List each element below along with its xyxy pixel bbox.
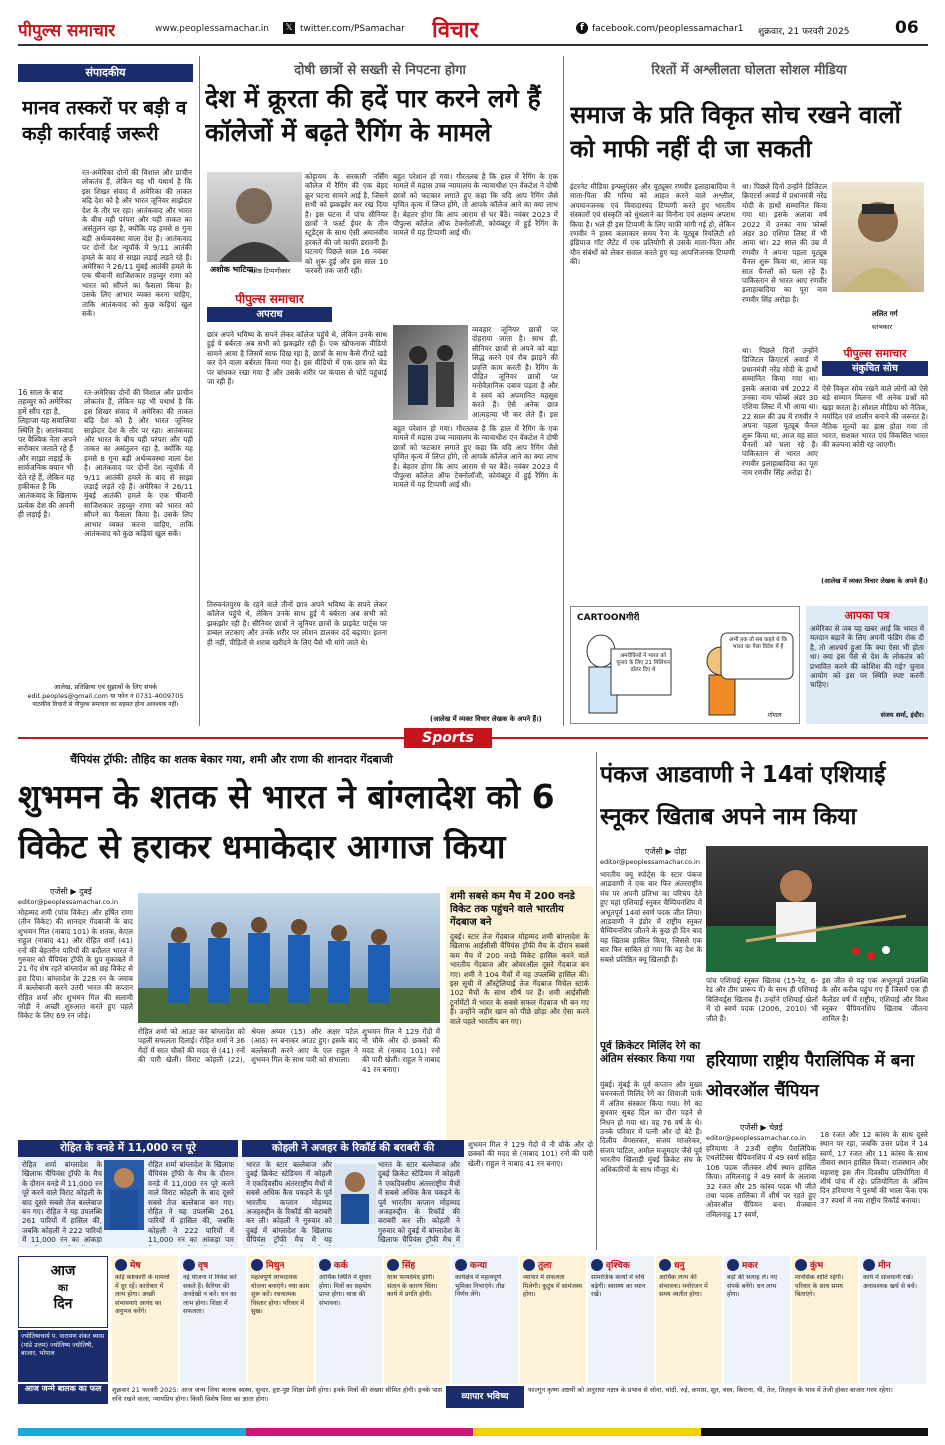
ragging-kicker: दोषी छात्रों से सख्ती से निपटना होगा — [294, 63, 466, 78]
media-kicker: रिश्तों में अश्लीलता घोलता सोशल मीडिया — [651, 63, 847, 78]
zodiac-icon — [795, 1259, 807, 1271]
media-headline: समाज के प्रति विकृत सोच रखने वालों को माफी नहीं दी जा सकती — [570, 101, 901, 163]
milind-body: मुंबई। मुंबई के पूर्व कप्तान और मुख्य चयनकर्ता मिलिंद रेगे का शिवाजी पार्क में अंतिम संस्कार किया गया। रेगे का बुधवार सुबह दिल का दौरा पड़ने से निधन हो गया था। वह 76 वर्ष के थे। उनके परिवार में पत्नी और दो बेटे हैं। दिलीप वेंगसरकर, संजय मांजरेकर, संजय पाटिल, अमोल मजूमदार जैसे पूर्व भारतीय खिलाड़ी मुंबई क्रिकेट संघ के अधिकारियों के साथ मौजूद थे। — [600, 1080, 702, 1174]
media-col2: था। पिछले दिनों उन्होंने डिजिटल क्रिएटर्स अवार्ड में प्रधानमंत्री नरेंद्र मोदी के हाथों सम्मानित किया गया था। इसके अलावा वर्ष 2022 में उनका नाम फोर्ब्स अंडर 30 एशिया लिस्ट में भी आया था। 22 साल की उम्र में रणवीर ने अपना पहला यूट्यूब चैनल शुरू किया था, आज यह सात चैनलों को चला रहे हैं। पाकिस्तान से भारत आए रणवीर इलाहाबादिया का पूरा नाम रणवीर सिंह अरोड़ा है। — [742, 182, 827, 304]
player-photo-icon — [334, 1164, 376, 1224]
zodiac-icon — [659, 1259, 671, 1271]
sign-name: मिथुन — [266, 1261, 285, 1271]
page-number: 06 — [895, 18, 919, 38]
sign-cell — [588, 1256, 654, 1384]
zodiac-icon — [183, 1259, 195, 1271]
sign-cell — [792, 1256, 858, 1384]
sign-name: मकर — [742, 1261, 758, 1271]
rohit-body: रोहित शर्मा बांग्लादेश के खिलाफ चैंपियंस ट्रॉफी के मैच के दौरान वनडे में 11,000 रन पूरे करने वाले विराट कोहली के बाद दूसरे सबसे तेज बल्लेबाज बन गए। रोहित ने यह उपलब्धि 261 पारियों में हासिल की, जबकि कोहली ने 222 पारियों में 11,000 रन का आंकड़ा — [22, 1160, 102, 1245]
sign-name: कन्या — [470, 1261, 488, 1271]
sign-text: सामाजिक कार्यों में रुचि बढ़ेगी। स्वास्थ्य का ध्यान रखें। — [591, 1274, 646, 1298]
section-title: विचार — [432, 18, 479, 43]
column-divider-3 — [596, 752, 597, 1250]
cricket-col3: शुभमन गिल ने 129 गेंदों में नौ चौके और दो छक्कों की मदद से (नाबाद 101) रनों की पारी खेली। राहुल ने नाबाद 41 रन बनाए। — [362, 1027, 440, 1074]
tag-narrow-thinking: संकुचित सोच — [822, 361, 928, 376]
advani-caption: पांच एशियाई स्नूकर खिताब (15-रेड, 6-रेड और टीम प्रारूप में) के साथ ही एशियाई बिलियर्ड्स खिताब हैं। उन्होंने एशियाई खेलों में दो स्वर्ण पदक (2006, 2010) भी जीते हैं। — [706, 976, 818, 1023]
sign-text: नई योजना में निवेश करें सकते हैं। कैरियर की अनदेखी न करें। धन का लाभ होगा। शिक्षा में सफलता। — [183, 1274, 237, 1315]
cricket-email[interactable]: editor@peoplessamachar.co.in — [18, 898, 118, 906]
ragging-endnote: (आलेख में व्यक्त विचार लेखक के अपने हैं।) — [430, 715, 542, 723]
cricket-kicker: चैंपियंस ट्रॉफी: तौहिद का शतक बेकार गया, शमी और राणा की शानदार गेंदबाजी — [70, 753, 393, 766]
registration-strip — [18, 1428, 928, 1436]
facebook-handle[interactable]: facebook.com/peoplessamachar1 — [592, 24, 744, 34]
columnist-role: स्तंभकार — [872, 323, 893, 331]
sign-cell — [248, 1256, 314, 1384]
tag-brand: पीपुल्स समाचार — [843, 347, 907, 360]
rohit-body-cont: रोहित शर्मा बांग्लादेश के खिलाफ चैंपियंस ट्रॉफी के मैच के दौरान वनडे में 11,000 रन पूरे करने वाले विराट कोहली के बाद दूसरे सबसे तेज बल्लेबाज बन गए। रोहित ने यह उपलब्धि 261 पारियों में हासिल की, जबकि कोहली ने 222 पारियों में 11,000 रन का आंकड़ा पार — [148, 1160, 234, 1245]
sign-text: आर्थिक लाभ की संभावना। मनोरंजन में समय व्यतीत होगा। — [659, 1274, 708, 1298]
ragging-col1b: छात्र अपने भविष्य के सपने लेकर कॉलेज पहुंचे थे, लेकिन उनके साथ हुई ये बर्बरता अब सभी को झकझोर रही है। एक खौफनाक वीडियो सामने आया है जिसमें साफ दिख रहा है, छात्रों के साथ कैसे रौंगटे खड़े कर देने वाला बर्बरता किया गया है। इस वीडियो में एक छात्र को बेड पर बांधकर रखा गया है और उसके शरीर पर कंपास से चोटें पहुंचाई जा रही हैं। — [207, 330, 387, 387]
kohli-body: भारत के स्टार बल्लेबाज और दुबई क्रिकेट स्टेडियम में कोहली ने एकदिवसीय अंतरराष्ट्रीय मैचों में सबसे अधिक कैच पकड़ने के पूर्व भारतीय कप्तान मोहम्मद अजहरुद्दीन के रिकॉर्ड की बराबरी कर ली। कोहली ने गुरुवार को दुबई में बांग्लादेश के खिलाफ चैंपियंस ट्रॉफी मैच में यह — [246, 1160, 332, 1245]
cartoon-box — [570, 606, 800, 724]
editorial-sidebar-text: 16 साल के बाद तहव्वुर को अमेरिका हमें सौंप रहा है, लिहाजा यह सवालिया स्थिति है। आतंकवाद पर वैश्विक नेता अपने सरोकार जताते रहे हैं और साझा लड़ाई के सार्वजनिक बयान भी देते रहे हैं, लेकिन यह हकीकत है कि आतंकवाद के खिलाफ प्रत्येक देश की अपनी ही लड़ाई है। — [18, 388, 78, 520]
cricket-col1: मोहम्मद शमी (पांच विकेट) और हर्षित राणा (तीन विकेट) की शानदार गेंदबाजी के बाद शुभमन गिल (नाबाद 101) के शतक, केएल राहुल (नाबाद 41) और रोहित शर्मा (41) रनों की बेहतरीन पारियों की बदौलत भारत ने गुरुवार को चैंपियंस ट्रॉफी के ग्रुप मुकाबले में 21 गेंद शेष रहते बांग्लादेश को छह विकेट से हरा दिया। बांग्लादेश के 228 रन के जवाब में बल्लेबाजी करने उतरी भारत की कप्तान रोहित शर्मा और शुभमन गिल की सलामी जोड़ी ने अच्छी शुरुआत करते हुए पहले विकेट के लिए 69 रन जोड़े। — [18, 908, 133, 1021]
sign-text: कार्य में सावधानी रखें। अनावश्यक खर्च से बचें। — [863, 1274, 917, 1290]
sign-cell — [860, 1256, 926, 1384]
twitter-icon: 𝕏 — [283, 22, 295, 34]
editorial-body: रत-अमेरिका दोनों की विशाल और प्राचीन लोकतंत्र हैं, लेकिन यह भी यथार्थ है कि इस शिखर संवाद में अमेरिका की ताकत बढ़ि देश को है और भारत जूनियर साझेदार देश के तौर पर रहा। आतंकवाद और भारत के बीच यही परंपरा और यही ताकत का असंतुलन रहा है, क्योंकि यह हमसे 8 गुना बड़ी अर्थव्यवस्था वाला देश है। आतंकवाद पर दोनों देश न्यूयॉर्क में 9/11 आतंकी हमले के बाद से साझा लड़ाई लड़ते रहे हैं। अमेरिका ने 26/11 मुंबई आतंकी हमले के एक षीवानी साजिशकार तहव्वुर राणा को भारत को सौंपने का फैसला किया है। उसके लिए आभार व्यक्त करना चाहिए, ताकि आतंकवाद को कुछ कड़ियां खुल सकें। — [82, 168, 192, 319]
cricket-headline: शुभमन के शतक से भारत ने बांग्लादेश को 6 विकेट से हराकर धमाकेदार आगाज किया — [18, 777, 555, 866]
cartoon-speech-bubble: अभी तक तो सब कहते थे कि भारत का पैसा विदेश में है — [728, 637, 788, 650]
cricket-team-photo-icon — [138, 893, 440, 1023]
masthead — [0, 0, 945, 46]
cricket-col3b: शुभमन गिल ने 129 गेंदों में नौ चौके और दो छक्कों की मदद से (नाबाद 101) रनों की पारी खेली। राहुल ने नाबाद 41 रन बनाए। — [468, 1140, 593, 1168]
columnist-name: ललित गर्ग — [872, 310, 898, 318]
sign-name: मीन — [878, 1261, 891, 1271]
facebook-icon: f — [576, 22, 588, 34]
sign-cell — [112, 1256, 178, 1384]
ragging-col1: कोट्टायम के सरकारी नर्सिंग कॉलेज में रैगिंग की एक बेहद क्रूर घटना सामने आई है, जिसने सभी को झकझोर कर रख दिया है। इस घटना में पांच सीनियर छात्रों ने फर्स्ट ईयर के तीन स्टूडेंट्स के साथ ऐसी अमानवीय हरकतें की जो काफी डरावनी हैं। घटनाएं पिछले साल 16 नवंबर को शुरू हुई और इस साल 10 फरवरी तक जारी रही। — [305, 172, 388, 276]
snooker-photo-icon — [706, 846, 928, 972]
media-col1: इंटरनेट मीडिया इन्फ्लुएंसर और यूट्यूबर रणवीर इलाहाबादिया ने माता-पिता की गरिमा को आहत करने वाले अश्लील, अपमानजनक एवं विवादास्पद टिप्पणी करते हुए भारतीय संस्कारों एवं संस्कृति को धुंधलाने का विनौना एवं अक्षम्य अपराध किया है। भले ही इस टिप्पणी के लिए माफी मांगी गई हो, लेकिन रणवीर ने हास्य कलाकार समय रैना के यूट्यूब रियलिटी शो इंडियाज गॉट लैटेंट में एक प्रतियोगी से उसके माता-पिता और यौन संबंधों को लेकर सवाल करते हुए यह आपत्तिजनक टिप्पणी की। — [570, 182, 735, 267]
ragging-col2: तिरुवनंतपुरम के रहने वाले तीनों छात्र अपने भविष्य के सपने लेकर कॉलेज पहुंचे थे, लेकिन उनके साथ हुई ये बर्बरता अब सभी को झकझोर रही है। सीनियर छात्रों ने जूनियर छात्रों के प्राइवेट पार्ट्स पर डम्बल लटकाए और उनके शरीर पर लोशन डालकर दर्द बढ़ाया। इतना ही नहीं, पीड़ितों से शराब खरीदने के लिए पैसे भी मांगे जाते थे। — [207, 600, 387, 647]
zodiac-icon — [591, 1259, 603, 1271]
media-col2b: था। पिछले दिनों उन्होंने डिजिटल क्रिएटर्स अवार्ड में प्रधानमंत्री नरेंद्र मोदी के हाथों सम्मानित किया गया था। इसके अलावा वर्ष 2022 में उनका नाम फोर्ब्स अंडर 30 एशिया लिस्ट में भी आया था। 22 साल की उम्र में रणवीर ने अपना पहला यूट्यूब चैनल शुरू किया था, आज यह सात चैनलों को चला रहे हैं। पाकिस्तान से भारत आए रणवीर इलाहाबादिया का पूरा नाम रणवीर सिंह अरोड़ा है। — [742, 346, 818, 478]
ragging-brand-tag — [207, 290, 332, 326]
zodiac-icon — [455, 1259, 467, 1271]
kohli-title: कोहली ने अजहर के रिकॉर्ड की बराबरी की — [242, 1140, 464, 1157]
sign-name: कर्क — [334, 1261, 348, 1271]
rohit-box — [18, 1140, 238, 1248]
sign-name: सिंह — [402, 1261, 416, 1271]
sign-cell — [656, 1256, 722, 1384]
shami-title: शमी सबसे कम मैच में 200 वनडे विकेट तक पहुंचने वाले भारतीय गेंदबाज बने — [450, 891, 575, 928]
haryana-headline: हरियाणा राष्ट्रीय पैरालिंपिक में बना ओवरऑल चैंपियन — [706, 1051, 915, 1101]
zodiac-icon — [863, 1259, 875, 1271]
author-photo — [207, 172, 302, 262]
birthday-label: आज जन्मे बालक का फल — [18, 1384, 108, 1404]
zodiac-icon — [523, 1259, 535, 1271]
horoscope-title-3: दिन — [53, 1296, 73, 1312]
birthday-text: शुक्रवार 21 फरवरी 2025: आज जन्म लिया बालक स्वस्थ, सुन्दर, हृष्ट-पुष्ट शिक्षा प्रेमी होगा। इनके मित्रों की संख्या सीमित होगी। इनके पास रुचि रखने वाला, न्यायप्रिय होगा। किसी विशेष विधा का ज्ञाता होगा। — [112, 1386, 442, 1403]
kohli-body-cont: भारत के स्टार बल्लेबाज और दुबई क्रिकेट स्टेडियम में कोहली ने एकदिवसीय अंतरराष्ट्रीय मैचों में सबसे अधिक कैच पकड़ने के पूर्व भारतीय कप्तान मोहम्मद अजहरुद्दीन के रिकॉर्ड की बराबरी कर ली। कोहली ने गुरुवार को दुबई में बांग्लादेश के खिलाफ चैंपियंस ट्रॉफी मैच में — [378, 1160, 460, 1245]
sign-cell — [724, 1256, 790, 1384]
ragging-col3: बहुत परेशान हो गया। गौरतलब है कि हाल में रैगिंग के एक मामले में मद्रास उच्च न्यायालय के न्यायाधीश एन वेंकटेश ने दोषी छात्रों को फटकार लगाते हुए कहा कि यदि आप रैगिंग जैसे घृणित कृत्य में लिप्त होंगे, तो आपके कॉलेज आने का क्या लाभ है। बेहतर होगा कि आप आराम से घर बैठें। नवंबर 2023 में पीपुल्स कॉलेज ऑफ टेक्नोलॉजी, कोयंबटूर में हुई रैगिंग के मामले में यह टिप्पणी आई थी। — [393, 172, 558, 238]
horoscope-title-1: आज — [50, 1263, 76, 1279]
brand-logo: पीपुल्स समाचार — [18, 21, 116, 41]
horoscope-strip — [18, 1256, 928, 1426]
sign-grid — [112, 1256, 928, 1384]
cartoon-paper-text: अमरीकियों ने भारत को चुनाव के लिए 21 मिलियन डॉलर दिए थे — [616, 653, 670, 673]
player-photo-icon — [104, 1160, 144, 1230]
advani-col-right: इस जीत से यह एक अभूतपूर्व उपलब्धि के और करीब पहुंच गए हैं जिसमें एक ही कैलेंडर वर्ष में राष्ट्रीय, एशियाई और विश्व स्नूकर चैंपियनशिप खिताब जीतना शामिल है। — [822, 976, 928, 1023]
sign-text: व्यापार में सफलता मिलेगी। कुटुंब में सामंजस्य होगा। — [523, 1274, 583, 1298]
sign-name: वृश्चिक — [606, 1261, 630, 1271]
ragging-col3c: बहुत परेशान हो गया। गौरतलब है कि हाल में रैगिंग के एक मामले में मद्रास उच्च न्यायालय के न्यायाधीश एन वेंकटेश ने दोषी छात्रों को फटकार लगाते हुए कहा कि यदि आप रैगिंग जैसे घृणित कृत्य में लिप्त होंगे, तो आपके कॉलेज आने का क्या लाभ है। बेहतर होगा कि आप आराम से घर बैठें। नवंबर 2023 में पीपुल्स कॉलेज ऑफ टेक्नोलॉजी, कोयंबटूर में हुई रैगिंग के मामले में यह टिप्पणी आई थी। — [393, 424, 558, 490]
sign-name: मेष — [130, 1261, 141, 1271]
tag-brand: पीपुल्स समाचार — [235, 292, 304, 306]
zodiac-icon — [319, 1259, 331, 1271]
letters-box — [806, 606, 928, 724]
sign-cell — [384, 1256, 450, 1384]
editorial-body-cont: रत-अमेरिका दोनों की विशाल और प्राचीन लोकतंत्र हैं, लेकिन यह भी यथार्थ है कि इस शिखर संवाद में अमेरिका की ताकत बढ़ि देश को है और भारत जूनियर साझेदार देश के तौर पर रहा। आतंकवाद और भारत के बीच यही परंपरा और यही ताकत का असंतुलन रहा है, क्योंकि यह हमसे 8 गुना बड़ी अर्थव्यवस्था वाला देश है। आतंकवाद पर दोनों देश न्यूयॉर्क में 9/11 आतंकी हमले के बाद से साझा लड़ाई लड़ते रहे हैं। अमेरिका ने 26/11 मुंबई आतंकी हमले के एक षीवानी साजिशकार तहव्वुर राणा को भारत को सौंपने का फैसला किया है। उसके लिए आभार व्यक्त करना चाहिए, ताकि आतंकवाद को कुछ कड़ियां खुल सकें। — [84, 388, 193, 539]
column-divider-1 — [199, 56, 200, 726]
ragging-photo — [393, 325, 468, 420]
students-photo-icon — [393, 325, 468, 420]
advani-headline: पंकज आडवाणी ने 14वां एशियाई स्नूकर खिताब अपने नाम किया — [600, 762, 886, 830]
footer-contact-email[interactable]: edit.peoples@gmail.com या फोन नं 0731-4009705 — [27, 692, 184, 700]
cricket-team-photo — [138, 893, 440, 1023]
sports-banner: Sports — [404, 728, 492, 748]
milind-headline: पूर्व क्रिकेटर मिलिंद रेगे का अंतिम संस्कार किया गया — [600, 1040, 701, 1065]
sign-text: कोई कष्टकारी के मामलों में दूर रहें। कारोबार में लाभ होगा। अच्छी संभावनाएं आनंद का अनुभव करेंगे। — [115, 1274, 170, 1315]
author-name: अशोक भाटिया, — [210, 265, 257, 274]
editorial-footer — [18, 682, 193, 722]
media-endnote: (आलेख में व्यक्त विचार लेखक के अपने हैं।) — [821, 577, 928, 585]
columnist-photo — [832, 182, 924, 292]
author-role: वरिष्ठ टिप्पणीकार — [250, 267, 291, 275]
sign-text: आर्थिक स्थिति में सुधार होगा। मित्रों का सहयोग प्राप्त होगा। यात्रा की संभावना। — [319, 1274, 372, 1307]
sign-cell — [452, 1256, 518, 1384]
website-text[interactable]: www.peoplessamachar.in — [155, 24, 269, 34]
zodiac-icon — [115, 1259, 127, 1271]
media-brand-tag — [822, 346, 928, 380]
advani-photo — [706, 846, 928, 972]
kohli-box — [242, 1140, 464, 1248]
zodiac-icon — [387, 1259, 399, 1271]
shami-body: दुबई। स्टार तेज गेंदबाज मोहम्मद शमी बांग्लादेश के खिलाफ आईसीसी चैंपियंस ट्रॉफी मैच के दौरान सबसे कम मैच में 200 वनडे विकेट हासिल करने वाले भारतीय गेंदबाज और ओवरऑल दूसरे गेंदबाज बन गए। शमी ने 104 मैचों में यह उपलब्धि हासिल की। इस सूची में ऑस्ट्रेलियाई तेज गेंदबाज मिचेल स्टार्क 102 मैचों के साथ शीर्ष पर हैं। शमी आईसीसी टूर्नामेंटों में भारत के सबसे सफल गेंदबाज भी बन गए हैं। उन्होंने जहीर खान को पीछे छोड़ा और ऐसा करने वाले पहले भारतीय बन गए। — [450, 932, 589, 1026]
sign-text: महत्वपूर्ण लाभदायक योजना बनाएंगे। नया काम शुरू करें। रचनात्मक विस्तार होगा। परिवार में सुख। — [251, 1274, 310, 1315]
cmyk-cyan — [18, 1428, 246, 1436]
cartoon-signature: गोपाल — [767, 712, 781, 719]
issue-date: शुक्रवार, 21 फरवरी 2025 — [758, 27, 850, 37]
cmyk-yellow — [473, 1428, 701, 1436]
editorial-title: मानव तस्करों पर बड़ी व कड़ी कार्रवाई जरूरी — [22, 97, 187, 145]
cricket-agency: एजेंसी ▶ दुबई — [50, 887, 92, 896]
sign-text: कार्यक्षेत्र में महत्वपूर्ण भूमिका निभाएंगे। तीव्र निर्णय लेंगे। — [455, 1274, 505, 1298]
cartoon-label: CARTOONगीरी — [577, 613, 640, 623]
advani-body: भारतीय क्यू स्पोर्ट्स के स्टार पंकज आडवाणी ने एक बार फिर अंतरराष्ट्रीय मंच पर अपनी प्रतिभा का परिचय देते हुए यहां एशियाई स्नूकर चैम्पियनशिप में अभूतपूर्व 14वां स्वर्ण पदक जीत लिया। आडवाणी ने इंडोर में राष्ट्रीय स्नूकर चैम्पियनशिप जीतने के कुछ ही दिन बाद यह खिताब हासिल किया, जिससे एक बार फिर साबित हो गया कि वह देश के सबसे प्रतिष्ठित क्यू खिलाड़ी हैं। — [600, 870, 702, 964]
business-label: व्यापार भविष्य — [446, 1386, 524, 1408]
sign-name: वृष — [198, 1261, 209, 1271]
zodiac-icon — [727, 1259, 739, 1271]
zodiac-icon — [251, 1259, 263, 1271]
horoscope-title-box — [18, 1256, 108, 1328]
cricket-photo-caption: रोहित शर्मा को आउट कर बांग्लादेश को पहली सफलता दिलाई। रोहित शर्मा ने 36 गेंदों में सात चौकों की मदद से (41) रनों की पारी खेली। विराट कोहली (22), श्रेयस अय्यर (15) और अक्षर पटेल (आठ) रन बनाकर आउट हुए। इसके बाद बल्लेबाजी करने आए के एल राहुल ने शुभमन गिल के साथ पारी को संभाला। — [138, 1027, 358, 1065]
footer-contact-label: आलेख, प्रतिक्रिया एवं सुझावों के लिए संपर्क — [53, 683, 158, 691]
footer-disclaimer: पाठकीय विचारों से पीपुल्स समाचार का सहमत होना आवश्यक नहीं। — [32, 701, 179, 708]
sign-cell — [520, 1256, 586, 1384]
panchang-box: ज्योतिषाचार्य प. नारायण शंकर ब्यास (पांडे उत्तम) ज्योतिष्य ज्योतिषी, बाजार, भोपाल — [18, 1330, 108, 1382]
sign-text: बड़ों की सलाह लें। नए संपर्क बनेंगे। धन लाभ होगा। — [727, 1274, 778, 1298]
haryana-col1: हरियाणा ने 23वीं राष्ट्रीय पैरालिंपिक एथलेटिक्स चैंपियनशिप में 49 स्वर्ण सहित 106 पदक जीतकर शीर्ष स्थान हासिल किया। तमिलनाडु ने 49 स्वर्ण के अलावा 32 रजत और 25 कांस्य पदक भी जीते तथा पदक तालिका में शीर्ष पर रहते हुए ओवरऑल चैंपियन बना। मेजबान तमिलनाडु 17 स्वर्ण, — [706, 1144, 816, 1219]
cmyk-black — [701, 1428, 929, 1436]
sign-name: तुला — [538, 1261, 552, 1271]
sign-cell — [316, 1256, 382, 1384]
rohit-title: रोहित के वनडे में 11,000 रन पूरे — [18, 1140, 238, 1157]
sign-name: कुंभ — [810, 1261, 824, 1271]
letters-body: अमेरिका से जब यह खबर आई कि भारत में मतदान बढ़ाने के लिए अपनी फंडिंग रोक दी है, तो आश्चर्य हुआ कि क्या ऐसा भी होता था। क्या इस पैसे से देश के लोकतंत्र को प्रभावित करने की कोशिश की गई? चुनाव आयोग को इस पर स्थिति स्पष्ट करनी चाहिए। — [810, 624, 924, 690]
sign-name: धनु — [674, 1261, 685, 1271]
ragging-col3b: व्यवहार जूनियर छात्रों पर दोहराया जाता है। साथ ही, सीनियर छात्रों से अपने को बड़ा सिद्ध करने एवं रौब झाड़ने की प्रवृत्ति काम करती है। रैगिंग के पीड़ित जूनियर छात्रों पर मनोवैज्ञानिक दबाव पड़ता है और वे स्वयं को अपमानित महसूस करते हैं। ऐसे अनेक छात्र आत्महत्या भी कर लेते हैं। इस — [472, 325, 558, 419]
editorial-sidebar — [18, 388, 193, 588]
letters-label: आपका पत्र — [844, 609, 890, 622]
horoscope-title-2: का — [57, 1283, 69, 1294]
haryana-agency: एजेंसी ▶ चेन्नई — [740, 1123, 783, 1132]
shami-sidebar — [446, 886, 593, 1140]
sign-text: मानसिक शांति रहेगी। परिवार के साथ समय बिताएंगे। — [795, 1274, 844, 1298]
person-silhouette-icon — [207, 172, 302, 262]
column-divider-2 — [563, 56, 564, 726]
rohit-photo — [104, 1160, 144, 1230]
advani-agency: एजेंसी ▶ दोहा — [645, 847, 687, 856]
masthead-rule — [18, 44, 928, 46]
columnist-silhouette-icon — [832, 182, 924, 292]
tag-crime: अपराध — [207, 307, 332, 322]
sign-cell — [180, 1256, 246, 1384]
advani-email[interactable]: editor@peoplessamachar.co.in — [600, 858, 700, 866]
ragging-headline: देश में क्रूरता की हदें पार करने लगे हैं कॉलेजों में बढ़ते रैगिंग के मामले — [205, 84, 541, 147]
media-col2c: ऐसे विकृत सोच रखने वाले लोगों को ऐसे बड़े सम्मान मिलना भी अनेक प्रश्नों को खड़ा करता है। सोशल मीडिया को नैतिक, मर्यादित एवं शालीन बनाने की जरूरत है। नैतिक मूल्यों का ह्रास होता गया तो भारत, सशक्त भारत एवं विकसित भारत की कल्पना कोरी रह जाएगी। — [822, 384, 928, 450]
cmyk-magenta — [246, 1428, 474, 1436]
haryana-col2: 18 रजत और 12 कांस्य के साथ दूसरे स्थान पर रहा, जबकि उत्तर प्रदेश ने 14 स्वर्ण, 17 रजत और 11 कांस्य के साथ तीसरा स्थान हासिल किया। राजस्थान और महाराष्ट्र इस तीन दिवसीय प्रतियोगिता में शीर्ष पांच में रहे। प्रतियोगिता के अंतिम दिन हरियाणा ने पुरुषों की भाला फेंक एफ 37 स्पर्धा में नया राष्ट्रीय रिकॉर्ड बनाया। — [820, 1130, 928, 1205]
editorial-label: संपादकीय — [18, 64, 193, 82]
sign-text: यात्रा फायदेमंद होगी। संतान के कारण चिंता। कार्य में प्रगति होगी। — [387, 1274, 438, 1298]
twitter-handle[interactable]: twitter.com/PSamachar — [300, 24, 405, 34]
letters-signature: संजय शर्मा, इंदौर। — [880, 711, 924, 719]
business-text: फाल्गुन कृष्ण अष्टमी को अनुराधा नक्षत्र के प्रभाव से सोना, चांदी, रुई, कपास, सूत, वस्त्र, किराना, घी, तेल, तिलहन के भाव में तेजी होकर बाजार गरम रहेगा। — [528, 1386, 893, 1394]
kohli-photo — [334, 1164, 376, 1224]
haryana-email[interactable]: editor@peoplessamachar.co.in — [706, 1134, 806, 1142]
